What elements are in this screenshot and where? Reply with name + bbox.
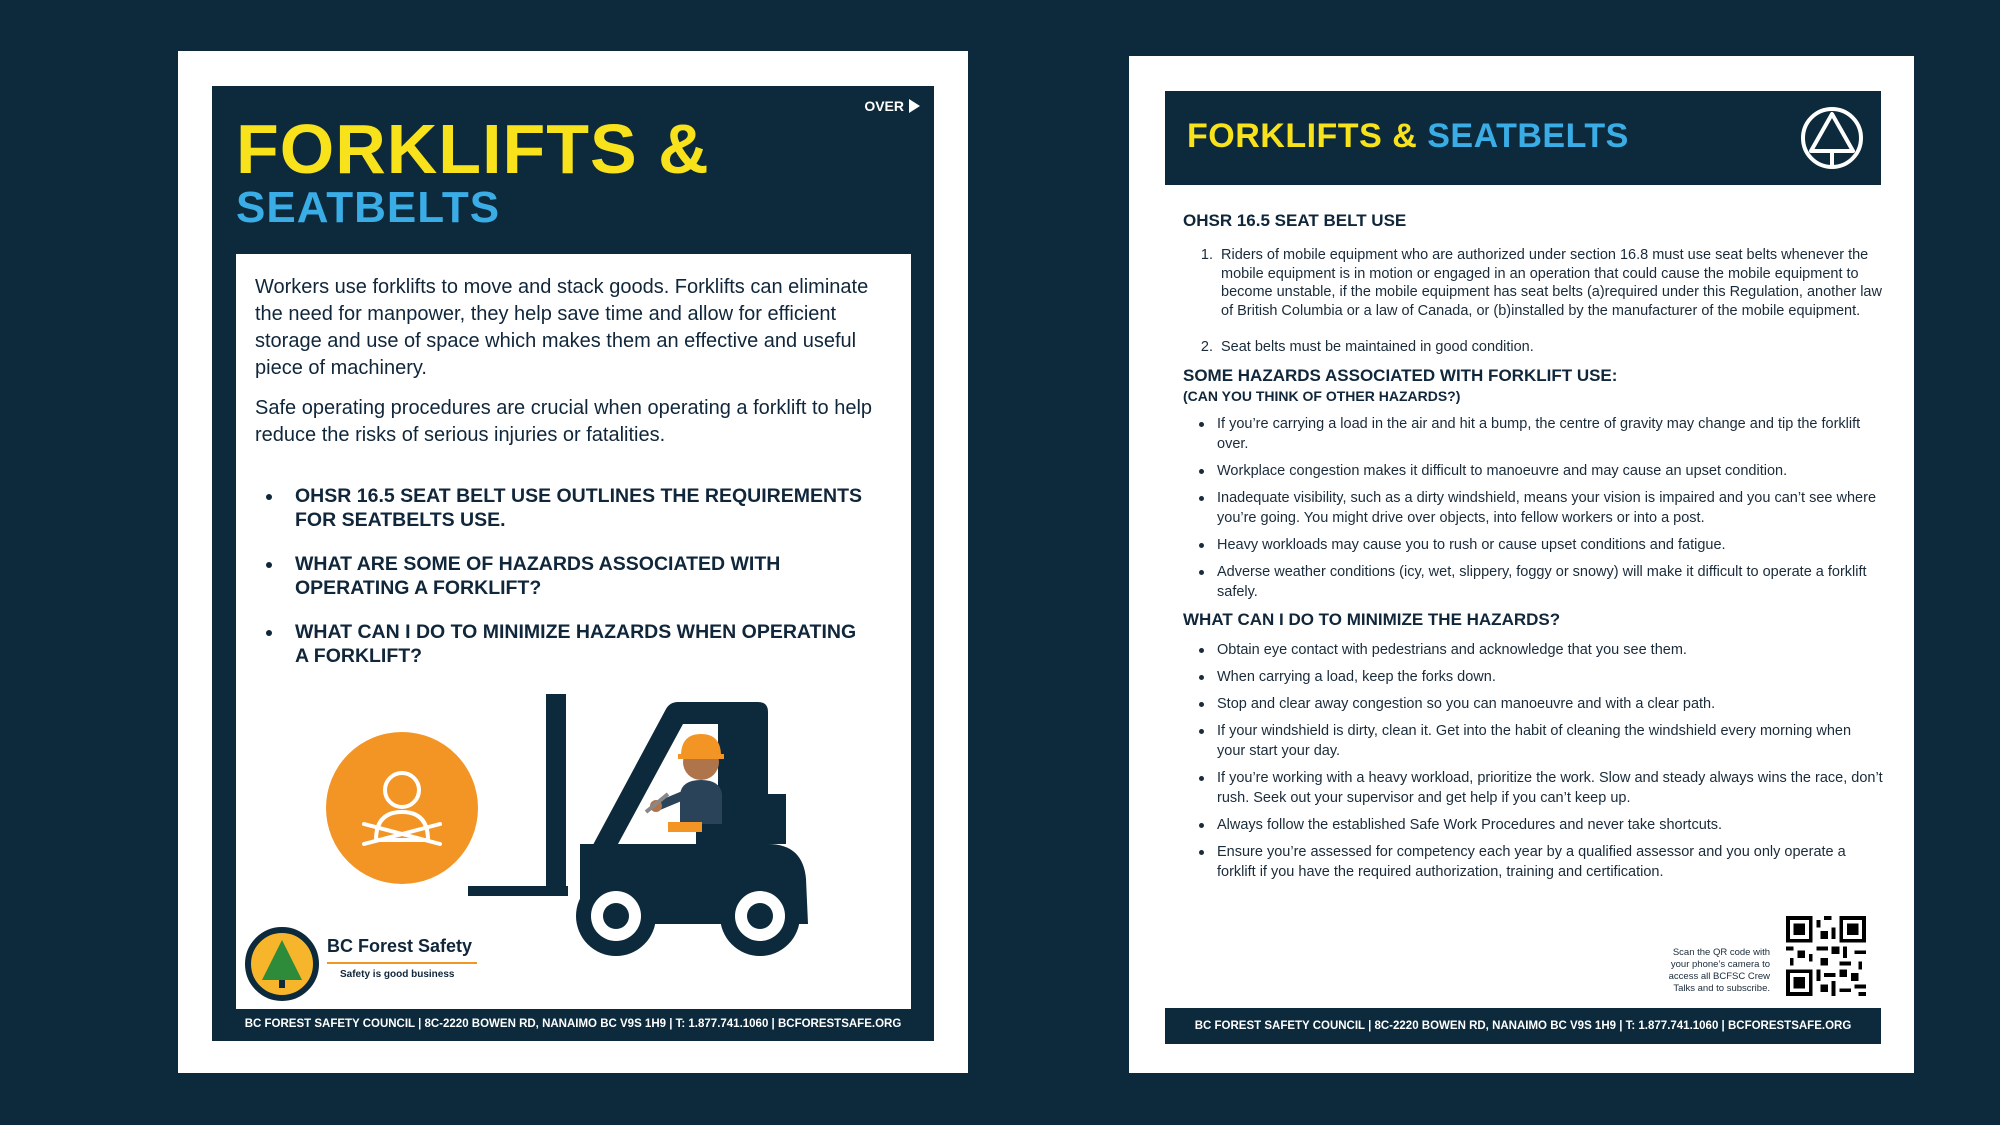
back-title-part2: SEATBELTS (1427, 117, 1629, 155)
list-item: OHSR 16.5 SEAT BELT USE OUTLINES THE REQUIREMENTS FOR SEATBELTS USE. (266, 484, 866, 532)
intro-paragraph: Workers use forklifts to move and stack goods. Forklifts can eliminate the need for manpower, they help save time and allow for efficient storage and use of space which makes them an effective and useful piece of machinery. (255, 276, 869, 379)
poster-title-line2: SEATBELTS (236, 183, 501, 232)
list-item: Workplace congestion makes it difficult to manoeuvre and may cause an upset condition. (1197, 461, 1883, 481)
list-item: Heavy workloads may cause you to rush or cause upset conditions and fatigue. (1197, 535, 1883, 555)
over-label (864, 98, 920, 114)
back-header (1165, 91, 1881, 185)
list-item: If you’re carrying a load in the air and hit a bump, the centre of gravity may change and tip the forklift over. (1197, 414, 1883, 454)
poster-panel (212, 86, 934, 1041)
back-footer: BC FOREST SAFETY COUNCIL | 8C-2220 BOWEN RD, NANAIMO BC V9S 1H9 | T: 1.877.741.1060 | BCFORESTSAFE.ORG (1165, 1008, 1881, 1044)
logo-tagline: Safety is good business (340, 969, 455, 980)
intro-paragraph: Safe operating procedures are crucial when operating a forklift to help reduce the risks of serious injuries or fatalities. (255, 397, 873, 446)
list-item: Obtain eye contact with pedestrians and acknowledge that you see them. (1197, 640, 1883, 660)
list-item: When carrying a load, keep the forks down. (1197, 667, 1883, 687)
poster-title-line1: FORKLIFTS & (236, 110, 710, 188)
poster-footer: BC FOREST SAFETY COUNCIL | 8C-2220 BOWEN RD, NANAIMO BC V9S 1H9 | T: 1.877.741.1060 | BCFORESTSAFE.ORG (244, 1018, 902, 1030)
key-questions-list (266, 484, 866, 688)
list-item: WHAT ARE SOME OF HAZARDS ASSOCIATED WITH OPERATING A FORKLIFT? (266, 552, 866, 600)
minimize-hazards-list (1197, 640, 1883, 882)
qr-caption: Scan the QR code with your phone’s camera to access all BCFSC Crew Talks and to subscribe. (1668, 947, 1770, 994)
section-heading: SOME HAZARDS ASSOCIATED WITH FORKLIFT USE: (1183, 365, 1618, 385)
section-heading: OHSR 16.5 SEAT BELT USE (1183, 211, 1407, 230)
list-item: Ensure you’re assessed for competency each year by a qualified assessor and you only operate a forklift if you have the required authorization, training and certification. (1197, 842, 1883, 882)
poster-content-box (236, 254, 911, 1009)
section-subheading: (CAN YOU THINK OF OTHER HAZARDS?) (1183, 387, 1461, 404)
intro-text (255, 274, 875, 449)
list-item: If your windshield is dirty, clean it. Get into the habit of cleaning the windshield every morning when your start your day. (1197, 721, 1883, 761)
list-item: Stop and clear away congestion so you can manoeuvre and with a clear path. (1197, 694, 1883, 714)
seatbelt-icon (326, 732, 478, 884)
poster-page-back (1129, 56, 1914, 1073)
over-text: OVER (864, 98, 904, 114)
list-item: 1. Riders of mobile equipment who are authorized under section 16.8 must use seat belts whenever the mobile equipment is in motion or engaged in an operation that could cause the mobile equipment to become unstable, if the mobile equipment has seat belts (a)required under this Regulation, another law of British Columbia or a law of Canada, or (b)installed by the manufacturer of the mobile equipment. (1217, 246, 1883, 320)
list-item: Adverse weather conditions (icy, wet, slippery, foggy or snowy) will make it difficult to operate a forklift safely. (1197, 562, 1883, 602)
bc-forest-safety-logo (244, 926, 484, 1002)
list-item: 2. Seat belts must be maintained in good condition. (1217, 338, 1883, 357)
logo-divider (327, 962, 477, 964)
list-item: WHAT CAN I DO TO MINIMIZE HAZARDS WHEN OPERATING A FORKLIFT? (266, 620, 866, 668)
play-arrow-icon (909, 99, 920, 113)
back-title (1187, 119, 1629, 153)
qr-code-icon[interactable] (1786, 916, 1866, 996)
list-item: Always follow the established Safe Work Procedures and never take shortcuts. (1197, 815, 1883, 835)
back-title-part1: FORKLIFTS & (1187, 117, 1418, 155)
logo-name: BC Forest Safety (327, 936, 473, 956)
tree-logo-icon (244, 926, 320, 1002)
bcfsc-triangle-logo-icon (1799, 105, 1865, 171)
list-item: If you’re working with a heavy workload, prioritize the work. Slow and steady always wins the race, don’t rush. Seek out your supervisor and get help if you can’t keep up. (1197, 768, 1883, 808)
back-content (1183, 211, 1883, 889)
hazards-list (1197, 414, 1883, 602)
forklift-illustration (468, 694, 908, 969)
poster-page-front (178, 51, 968, 1073)
list-item: Inadequate visibility, such as a dirty windshield, means your vision is impaired and you can’t see where you’re going. You might drive over objects, into fellow workers or into a post. (1197, 488, 1883, 528)
section-heading: WHAT CAN I DO TO MINIMIZE THE HAZARDS? (1183, 609, 1561, 629)
regulation-list (1217, 246, 1883, 357)
